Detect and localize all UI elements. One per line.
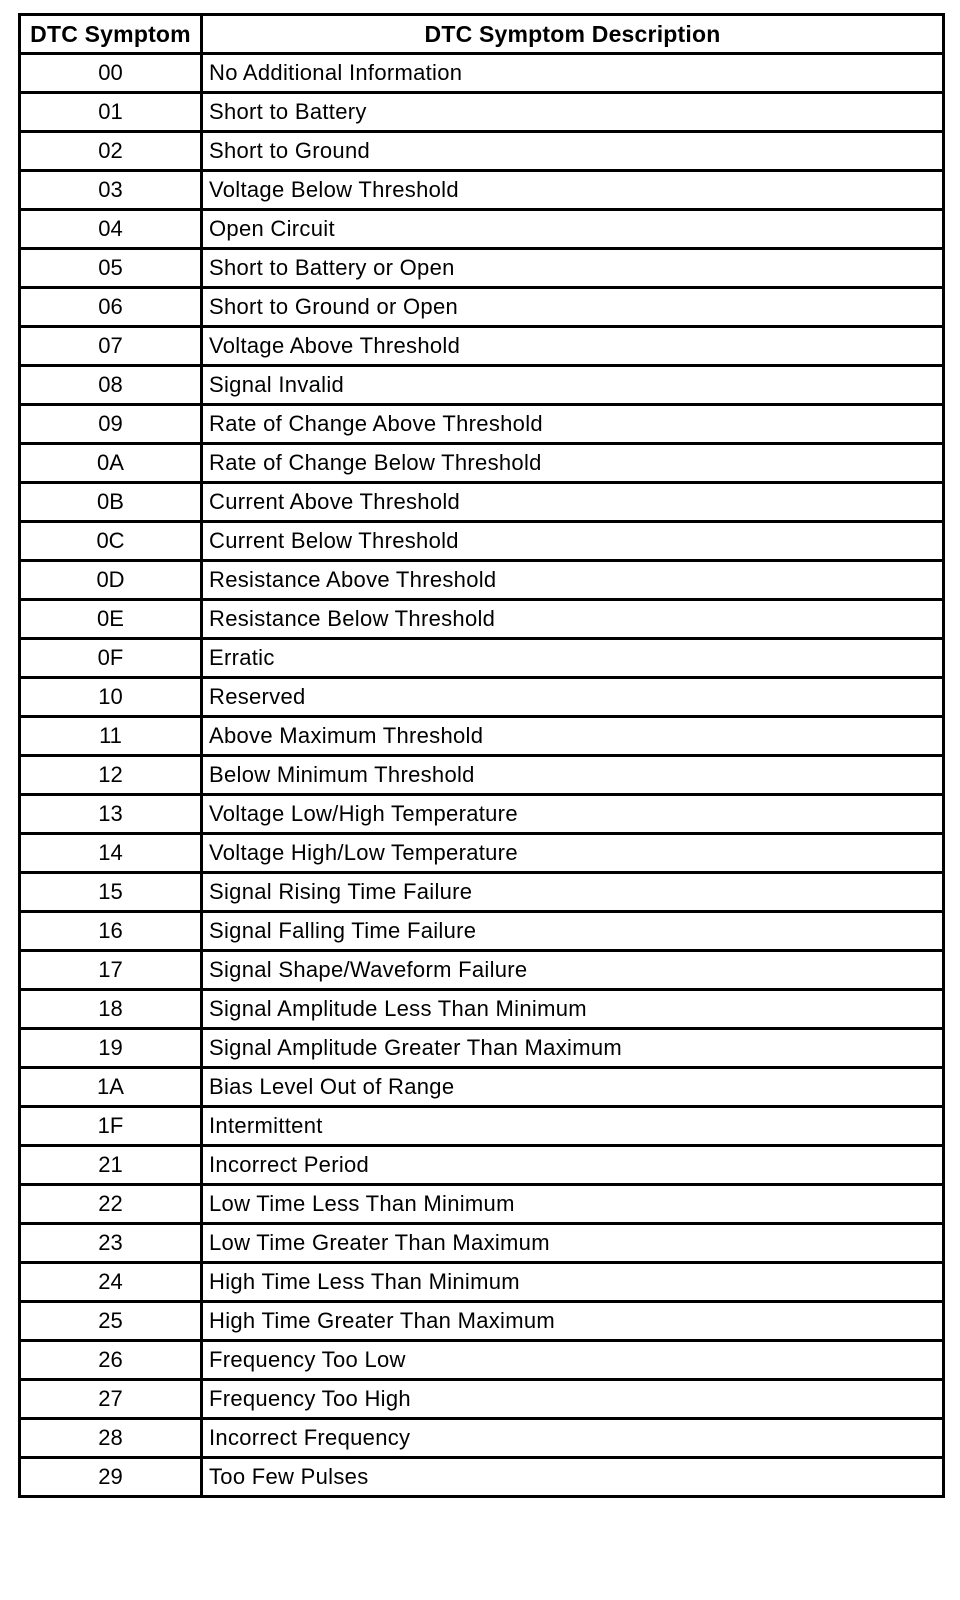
table-row <box>20 405 944 444</box>
dtc-description-cell: Above Maximum Threshold <box>202 717 944 756</box>
dtc-description-cell: Low Time Greater Than Maximum <box>202 1224 944 1263</box>
dtc-description-cell: Frequency Too High <box>202 1380 944 1419</box>
dtc-code-cell: 07 <box>20 327 202 366</box>
dtc-code-cell: 04 <box>20 210 202 249</box>
table-row <box>20 717 944 756</box>
dtc-code-cell: 01 <box>20 93 202 132</box>
table-row <box>20 54 944 93</box>
dtc-description-cell: Signal Falling Time Failure <box>202 912 944 951</box>
dtc-code-cell: 05 <box>20 249 202 288</box>
dtc-description-cell: High Time Greater Than Maximum <box>202 1302 944 1341</box>
dtc-code-cell: 12 <box>20 756 202 795</box>
table-row <box>20 1146 944 1185</box>
dtc-code-cell: 0D <box>20 561 202 600</box>
dtc-description-cell: High Time Less Than Minimum <box>202 1263 944 1302</box>
table-header-row <box>20 15 944 54</box>
dtc-description-cell: Low Time Less Than Minimum <box>202 1185 944 1224</box>
dtc-description-cell: Frequency Too Low <box>202 1341 944 1380</box>
dtc-code-cell: 08 <box>20 366 202 405</box>
dtc-description-cell: Short to Ground <box>202 132 944 171</box>
dtc-description-cell: No Additional Information <box>202 54 944 93</box>
dtc-description-cell: Incorrect Period <box>202 1146 944 1185</box>
dtc-code-cell: 09 <box>20 405 202 444</box>
dtc-description-cell: Signal Rising Time Failure <box>202 873 944 912</box>
table-row <box>20 1107 944 1146</box>
dtc-description-cell: Rate of Change Above Threshold <box>202 405 944 444</box>
table-row <box>20 873 944 912</box>
dtc-code-cell: 15 <box>20 873 202 912</box>
table-row <box>20 1341 944 1380</box>
table-row <box>20 912 944 951</box>
table-row <box>20 561 944 600</box>
dtc-code-cell: 25 <box>20 1302 202 1341</box>
dtc-description-cell: Reserved <box>202 678 944 717</box>
dtc-description-cell: Voltage Below Threshold <box>202 171 944 210</box>
table-body <box>20 54 944 1497</box>
table-row <box>20 1185 944 1224</box>
dtc-description-cell: Voltage Low/High Temperature <box>202 795 944 834</box>
table-row <box>20 249 944 288</box>
dtc-code-cell: 1A <box>20 1068 202 1107</box>
table-row <box>20 327 944 366</box>
table-row <box>20 210 944 249</box>
table-row <box>20 795 944 834</box>
table-row <box>20 756 944 795</box>
dtc-description-cell: Voltage High/Low Temperature <box>202 834 944 873</box>
dtc-code-cell: 28 <box>20 1419 202 1458</box>
dtc-code-cell: 10 <box>20 678 202 717</box>
table-row <box>20 483 944 522</box>
table-row <box>20 1380 944 1419</box>
dtc-code-cell: 29 <box>20 1458 202 1497</box>
dtc-description-cell: Signal Amplitude Less Than Minimum <box>202 990 944 1029</box>
table-row <box>20 1029 944 1068</box>
dtc-symptom-table <box>18 13 945 1498</box>
dtc-code-cell: 19 <box>20 1029 202 1068</box>
dtc-code-cell: 0C <box>20 522 202 561</box>
dtc-code-cell: 17 <box>20 951 202 990</box>
dtc-description-cell: Resistance Below Threshold <box>202 600 944 639</box>
dtc-code-cell: 14 <box>20 834 202 873</box>
dtc-code-cell: 0F <box>20 639 202 678</box>
dtc-code-cell: 21 <box>20 1146 202 1185</box>
dtc-description-cell: Signal Shape/Waveform Failure <box>202 951 944 990</box>
dtc-code-cell: 22 <box>20 1185 202 1224</box>
table-row <box>20 1419 944 1458</box>
header-dtc-symptom: DTC Symptom <box>20 15 202 54</box>
dtc-code-cell: 26 <box>20 1341 202 1380</box>
dtc-description-cell: Short to Battery or Open <box>202 249 944 288</box>
dtc-code-cell: 02 <box>20 132 202 171</box>
table-row <box>20 600 944 639</box>
dtc-code-cell: 00 <box>20 54 202 93</box>
dtc-code-cell: 06 <box>20 288 202 327</box>
table-row <box>20 522 944 561</box>
dtc-code-cell: 27 <box>20 1380 202 1419</box>
dtc-description-cell: Short to Ground or Open <box>202 288 944 327</box>
table-row <box>20 951 944 990</box>
dtc-description-cell: Signal Invalid <box>202 366 944 405</box>
dtc-description-cell: Too Few Pulses <box>202 1458 944 1497</box>
dtc-description-cell: Bias Level Out of Range <box>202 1068 944 1107</box>
table-row <box>20 288 944 327</box>
dtc-description-cell: Signal Amplitude Greater Than Maximum <box>202 1029 944 1068</box>
header-dtc-symptom-description: DTC Symptom Description <box>202 15 944 54</box>
dtc-code-cell: 23 <box>20 1224 202 1263</box>
table-row <box>20 1263 944 1302</box>
table-row <box>20 93 944 132</box>
table-row <box>20 1302 944 1341</box>
dtc-code-cell: 0E <box>20 600 202 639</box>
table-row <box>20 132 944 171</box>
table-row <box>20 1224 944 1263</box>
dtc-description-cell: Current Below Threshold <box>202 522 944 561</box>
dtc-code-cell: 0A <box>20 444 202 483</box>
table-row <box>20 1458 944 1497</box>
dtc-code-cell: 03 <box>20 171 202 210</box>
dtc-description-cell: Rate of Change Below Threshold <box>202 444 944 483</box>
dtc-code-cell: 11 <box>20 717 202 756</box>
table-row <box>20 639 944 678</box>
dtc-code-cell: 1F <box>20 1107 202 1146</box>
dtc-description-cell: Incorrect Frequency <box>202 1419 944 1458</box>
dtc-symptom-table-container <box>18 13 942 1498</box>
dtc-code-cell: 24 <box>20 1263 202 1302</box>
dtc-description-cell: Erratic <box>202 639 944 678</box>
table-row <box>20 678 944 717</box>
dtc-description-cell: Resistance Above Threshold <box>202 561 944 600</box>
dtc-description-cell: Open Circuit <box>202 210 944 249</box>
dtc-code-cell: 18 <box>20 990 202 1029</box>
table-row <box>20 444 944 483</box>
dtc-description-cell: Below Minimum Threshold <box>202 756 944 795</box>
dtc-description-cell: Voltage Above Threshold <box>202 327 944 366</box>
dtc-code-cell: 16 <box>20 912 202 951</box>
dtc-description-cell: Current Above Threshold <box>202 483 944 522</box>
dtc-description-cell: Short to Battery <box>202 93 944 132</box>
table-row <box>20 834 944 873</box>
table-row <box>20 366 944 405</box>
dtc-code-cell: 13 <box>20 795 202 834</box>
table-row <box>20 1068 944 1107</box>
dtc-code-cell: 0B <box>20 483 202 522</box>
table-row <box>20 171 944 210</box>
dtc-description-cell: Intermittent <box>202 1107 944 1146</box>
table-row <box>20 990 944 1029</box>
